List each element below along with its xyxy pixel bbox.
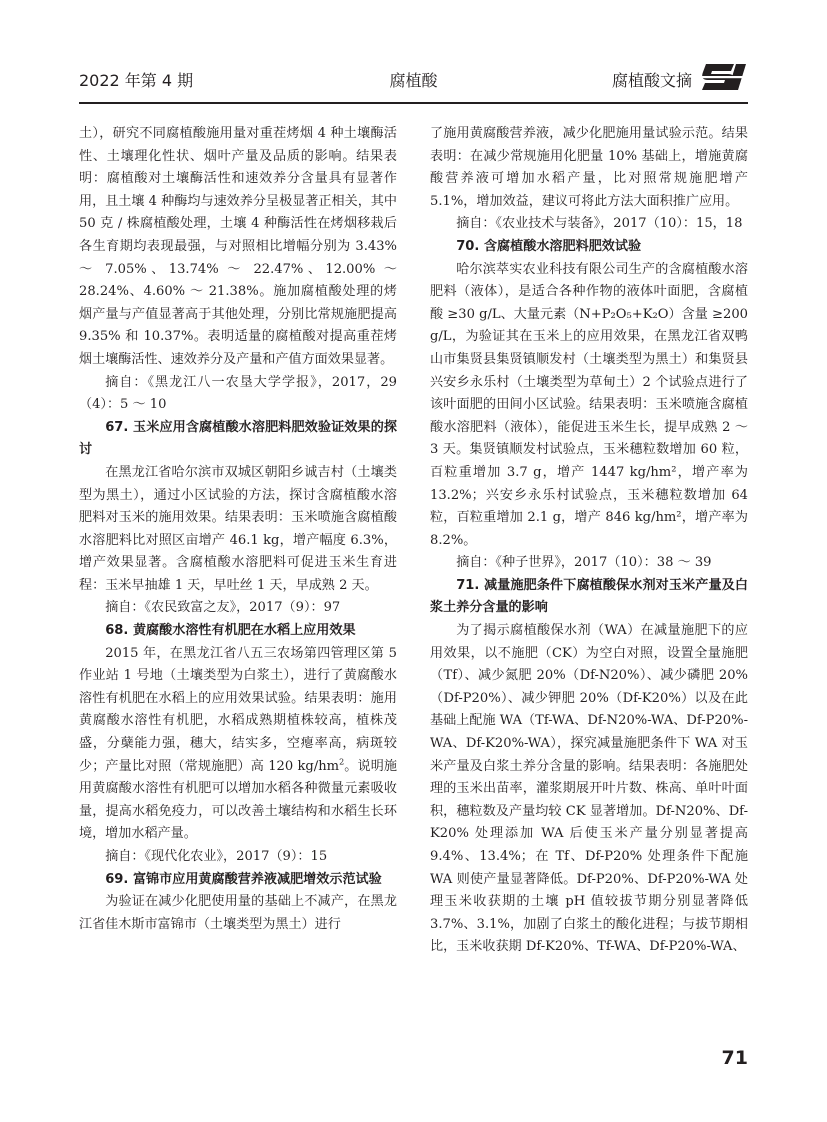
heading-68: 68. 黄腐酸水溶性有机肥在水稻上应用效果 [105, 623, 356, 639]
abstract-69: 为验证在减少化肥使用量的基础上不减产，在黑龙江省佳木斯市富锦市（土壤类型为黑土）进行 [79, 894, 397, 932]
abstract-71: 为了揭示腐植酸保水剂（WA）在减量施肥下的应用效果，以不施肥（CK）为空白对照，设置全量施肥（Tf）、减少氮肥 20%（Df-N20%）、减少磷肥 20%（Df-P20%）、减少钾肥 20%（Df-K20%）以及在此基础上配施 WA（Tf-WA、Df-N20%-WA、Df-P20%-WA、Df-K20%-WA），探究减量施肥条件下 WA 对玉米产量及白浆土养分含量的影响。结果表明：各施肥处理的玉米出苗率，灌浆期展开叶片数、株高、单叶叶面积，穗粒数及产量均较 CK 显著增加。Df-N20%、Df-K20% 处理添加 WA 后使玉米产量分别显著提高 9.4%、13.4%；在 Tf、Df-P20% 处理条件下配施 WA 则使产量显著降低。Df-P20%、Df-P20%-WA 处理玉米收获期的土壤 pH 值较拔节期分别显著降低 3.7%、3.1%，加剧了白浆土的酸化进程；与拔节期相比，玉米收获期 Df-K20%、Tf-WA、Df-P20%-WA、 [430, 623, 748, 955]
page-header [79, 60, 748, 100]
abstract-66-continuation: 土），研究不同腐植酸施用量对重茬烤烟 4 种土壤酶活性、土壤理化性状、烟叶产量及品质的影响。结果表明：腐植酸对土壤酶活性和速效养分含量具有显著作用，且土壤 4 种酶均与速效养分呈极显著正相关，其中 50 克 / 株腐植酸处理，土壤 4 种酶活性在烤烟移栽后各生育期均表现最强，与对照相比增幅分别为 3.43% ～ 7.05%、13.74% ～ 22.47%、12.00% ～ 28.24%、4.60% ～ 21.38%。施加腐植酸处理的烤烟产量与产值显著高于其他处理，分别比常规施肥提高 9.35% 和 10.37%。表明适量的腐植酸对提高重茬烤烟土壤酶活性、速效养分及产量和产值方面效果显著。 [79, 126, 397, 367]
abstract-70: 哈尔滨萃实农业科技有限公司生产的含腐植酸水溶肥料（液体），是适合各种作物的液体叶面肥，含腐植酸 ≥30 g/L、大量元素（N+P₂O₅+K₂O）含量 ≥200 g/L，为验证其在玉米上的应用效果，在黑龙江省双鸭山市集贤县集贤镇顺发村（土壤类型为黑土）和集贤县兴安乡永乐村（土壤类型为草甸土）2 个试验点进行了该叶面肥的田间小区试验。结果表明：玉米喷施含腐植酸水溶肥料（液体），能促进玉米生长，提早成熟 2 ～ 3 天。集贤镇顺发村试验点，玉米穗粒数增加 60 粒，百粒重增加 3.7 g，增产 1447 kg/hm²，增产率为 13.2%；兴安乡永乐村试验点，玉米穗粒数增加 64 粒，百粒重增加 2.1 g，增产 846 kg/hm²，增产率为 8.2%。 [430, 261, 748, 548]
abstract-68-part2: 。说明施用黄腐酸水溶性有机肥可以增加水稻各种微量元素吸收量，提高水稻免疫力，可以改善土壤结构和水稻生长环境，增加水稻产量。 [79, 758, 397, 842]
abstract-67: 在黑龙江省哈尔滨市双城区朝阳乡诚吉村（土壤类型为黑土），通过小区试验的方法，探讨含腐植酸水溶肥料对玉米的施用效果。结果表明：玉米喷施含腐植酸水溶肥料比对照区亩增产 46.1 kg，增产幅度 6.3%，增产效果显著。含腐植酸水溶肥料可促进玉米生育进程：玉米早抽雄 1 天，早吐丝 1 天，早成熟 2 天。 [79, 464, 397, 593]
source-69: 摘自：《农业技术与装备》，2017（10）：15，18 [456, 216, 743, 232]
source-68: 摘自：《现代化农业》，2017（9）：15 [105, 849, 328, 864]
abstract-69-continuation: 了施用黄腐酸营养液，减少化肥施用量试验示范。结果表明：在减少常规施用化肥量 10% 基础上，增施黄腐酸营养液可增加水稻产量，比对照常规施肥增产 5.1%，增加效益，建议可将此方法大面积推广应用。 [430, 126, 748, 209]
journal-logo-icon [698, 60, 748, 94]
source-70: 摘自：《种子世界》，2017（10）：38 ～ 39 [456, 555, 712, 571]
page-number: 71 [721, 1047, 748, 1069]
issue-label: 2022 年第 4 期 [79, 71, 194, 90]
source-67: 摘自：《农民致富之友》，2017（9）：97 [105, 600, 341, 616]
heading-71: 71. 减量施肥条件下腐植酸保水剂对玉米产量及白浆土养分含量的影响 [430, 577, 748, 616]
section-title: 腐植酸文摘 [611, 71, 692, 90]
journal-title: 腐植酸 [389, 71, 438, 90]
header-rule [79, 102, 748, 104]
heading-70: 70. 含腐植酸水溶肥料肥效试验 [456, 238, 642, 254]
abstract-68-part1: 2015 年，在黑龙江省八五三农场第四管理区第 5 作业站 1 号地（土壤类型为白浆土），进行了黄腐酸水溶性有机肥在水稻上的应用效果试验。结果表明：施用黄腐酸水溶性有机肥，水稻成熟期植株较高，植株茂盛，分蘖能力强，穗大，结实多，空瘪率高，病斑较少；产量比对照（常规施肥）高 120 kg/hm [79, 645, 397, 774]
heading-69: 69. 富锦市应用黄腐酸营养液减肥增效示范试验 [105, 871, 382, 887]
left-column [79, 123, 397, 936]
right-column [430, 123, 748, 959]
heading-67: 67. 玉米应用含腐植酸水溶肥料肥效验证效果的探讨 [79, 419, 397, 458]
unit-superscript: 2 [339, 757, 345, 767]
source-66: 摘自：《黑龙江八一农垦大学学报》，2017，29（4）：5 ～ 10 [79, 374, 397, 413]
abstract-68 [79, 643, 397, 846]
